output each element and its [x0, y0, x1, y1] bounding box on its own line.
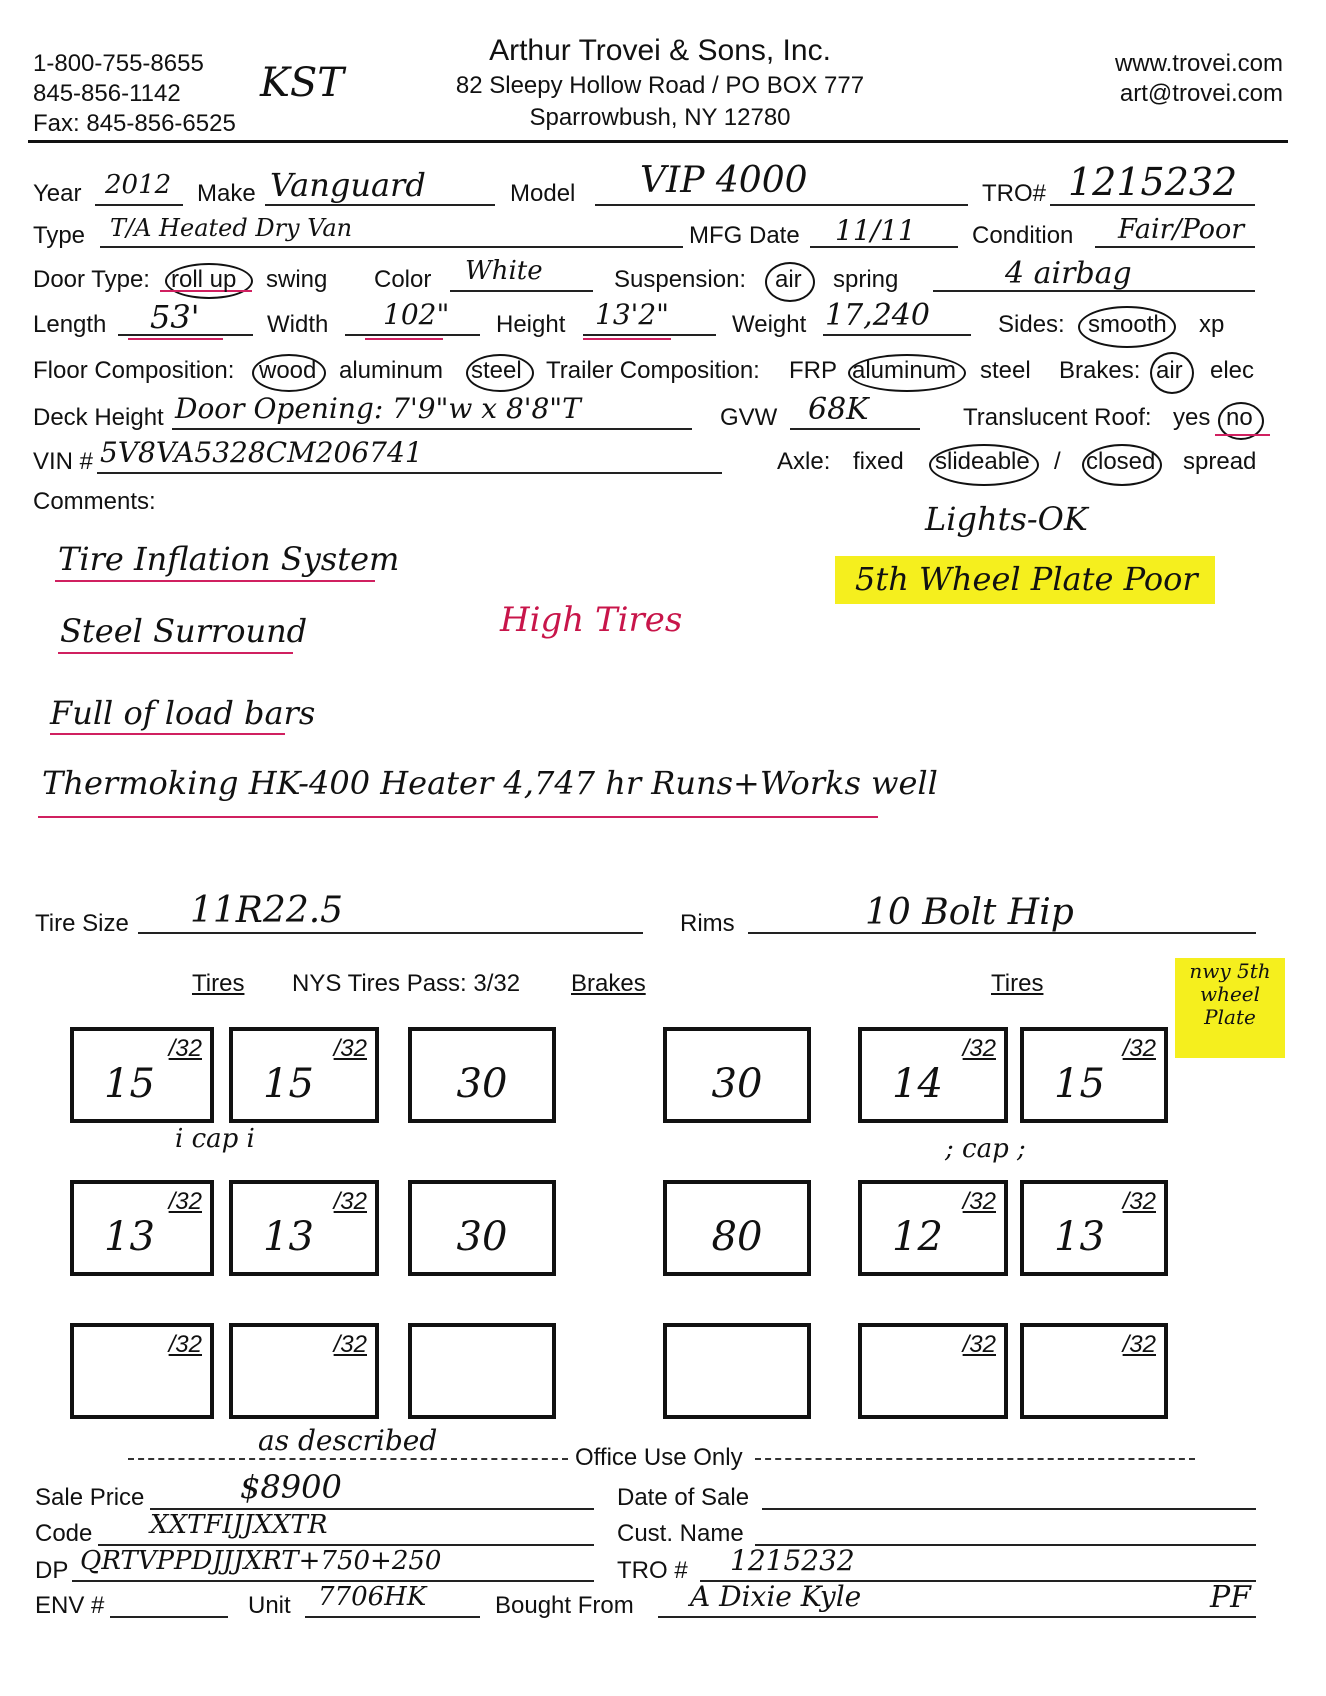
make-field-line — [265, 204, 495, 206]
axle-fixed-option: fixed — [853, 448, 904, 475]
tire-box-r1-6 — [1020, 1027, 1168, 1123]
deck-height-field-line — [172, 428, 692, 430]
bought-from-value: A Dixie Kyle — [690, 1580, 862, 1613]
sides-label: Sides: — [998, 311, 1065, 338]
condition-label: Condition — [972, 222, 1074, 249]
tire-box-r2-2 — [229, 1180, 379, 1276]
brake-value: 30 — [456, 1214, 508, 1260]
make-value: Vanguard — [270, 166, 426, 204]
color-field-line — [450, 290, 593, 292]
comment-tire-inflation: Tire Inflation System — [58, 540, 400, 578]
floor-aluminum-option: aluminum — [339, 357, 444, 384]
phone-2: 845-856-1142 — [33, 80, 181, 107]
tro-value: 1215232 — [1068, 160, 1238, 204]
initials-handwritten: KST — [260, 60, 344, 106]
floor-wood-option: wood — [259, 357, 317, 384]
tire-box-r3-5 — [858, 1323, 1008, 1419]
roof-no-option: no — [1226, 404, 1253, 431]
make-label: Make — [197, 180, 256, 207]
tro-label: TRO# — [982, 180, 1047, 207]
suspension-label: Suspension: — [614, 266, 747, 293]
sides-xp-option: xp — [1199, 311, 1225, 338]
date-of-sale-field-line — [762, 1508, 1256, 1510]
env-field-line — [110, 1616, 228, 1618]
axle-slideable-option: slideable — [935, 448, 1030, 475]
brakes-elec-option: elec — [1210, 357, 1255, 384]
dp-label: DP — [35, 1557, 69, 1584]
comments-label: Comments: — [33, 488, 156, 515]
floor-composition-label: Floor Composition: — [33, 357, 235, 384]
suspension-air-option: air — [775, 266, 802, 293]
tire-tread-value: 15 — [1054, 1061, 1105, 1107]
header-divider — [28, 140, 1288, 143]
email: art@trovei.com — [1119, 80, 1283, 107]
office-initials: PF — [1210, 1580, 1252, 1615]
vin-label: VIN # — [33, 448, 94, 475]
dp-value: QRTVPPDJJJXRT+750+250 — [80, 1546, 442, 1576]
gvw-label: GVW — [720, 404, 778, 431]
comment-underline-2 — [58, 652, 293, 654]
tire-box-r3-2 — [229, 1323, 379, 1419]
brake-value: 30 — [711, 1061, 763, 1107]
tire-box-r2-6 — [1020, 1180, 1168, 1276]
year-field-line — [95, 204, 183, 206]
trailer-frp-option: FRP — [789, 357, 837, 384]
company-name: Arthur Trovei & Sons, Inc. — [489, 34, 831, 67]
axle-slash: / — [1054, 448, 1061, 475]
trailer-aluminum-option: aluminum — [852, 357, 957, 384]
nys-tires-pass: NYS Tires Pass: 3/32 — [292, 970, 521, 997]
deck-height-value: Door Opening: 7'9"w x 8'8"T — [175, 392, 581, 425]
brake-value: 30 — [456, 1061, 508, 1107]
tire-denominator: /32 — [333, 1188, 367, 1215]
code-label: Code — [35, 1520, 93, 1547]
rims-label: Rims — [680, 910, 735, 937]
color-label: Color — [374, 266, 432, 293]
sides-smooth-option: smooth — [1088, 311, 1167, 338]
tire-tread-value: 13 — [104, 1214, 155, 1260]
tire-denominator: /32 — [168, 1035, 202, 1062]
tire-tread-value: 13 — [1054, 1214, 1105, 1260]
as-described-note: as described — [258, 1424, 438, 1457]
tire-box-r1-5 — [858, 1027, 1008, 1123]
tire-box-r1-2 — [229, 1027, 379, 1123]
gvw-field-line — [790, 428, 920, 430]
brake-box-r3-left — [408, 1323, 556, 1419]
brakes-heading: Brakes — [571, 970, 646, 997]
tire-tread-value: 15 — [104, 1061, 155, 1107]
tire-denominator: /32 — [962, 1331, 996, 1358]
suspension-spring-option: spring — [833, 266, 899, 293]
width-field-line — [345, 334, 480, 336]
cust-name-label: Cust. Name — [617, 1520, 744, 1547]
length-underline — [128, 338, 223, 340]
tro-field-line — [1050, 204, 1255, 206]
website: www.trovei.com — [1114, 50, 1283, 77]
width-label: Width — [267, 311, 329, 338]
year-value: 2012 — [105, 170, 172, 200]
year-label: Year — [33, 180, 82, 207]
tire-box-r3-1 — [70, 1323, 214, 1419]
height-value: 13'2" — [595, 298, 670, 331]
env-label: ENV # — [35, 1592, 105, 1619]
suspension-note: 4 airbag — [1005, 256, 1132, 291]
side-note: nwy 5th wheel Plate — [1189, 959, 1271, 1029]
comment-heater: Thermoking HK-400 Heater 4,747 hr Runs+Works well — [42, 764, 938, 802]
office-use-only-title: Office Use Only — [575, 1444, 743, 1471]
type-label: Type — [33, 222, 86, 249]
brakes-label: Brakes: — [1059, 357, 1141, 384]
tire-denominator: /32 — [168, 1188, 202, 1215]
office-divider-left — [128, 1458, 568, 1460]
unit-field-line — [305, 1616, 480, 1618]
width-underline — [365, 338, 443, 340]
date-of-sale-label: Date of Sale — [617, 1484, 750, 1511]
tire-box-r3-6 — [1020, 1323, 1168, 1419]
door-type-label: Door Type: — [33, 266, 150, 293]
comment-fifth-wheel: 5th Wheel Plate Poor — [855, 560, 1198, 598]
weight-label: Weight — [732, 311, 807, 338]
roof-no-underline — [1215, 434, 1270, 436]
tire-denominator: /32 — [333, 1331, 367, 1358]
bought-from-label: Bought From — [495, 1592, 634, 1619]
company-address-2: Sparrowbush, NY 12780 — [529, 104, 791, 131]
height-field-line — [583, 334, 716, 336]
model-field-line — [595, 204, 968, 206]
tires-heading-right: Tires — [991, 970, 1044, 997]
comment-underline-3 — [50, 733, 285, 735]
comment-load-bars: Full of load bars — [50, 694, 316, 732]
unit-label: Unit — [248, 1592, 291, 1619]
tires-heading-left: Tires — [192, 970, 245, 997]
length-value: 53' — [150, 298, 200, 336]
tire-box-r1-1 — [70, 1027, 214, 1123]
tire-denominator: /32 — [1122, 1035, 1156, 1062]
height-underline — [583, 338, 671, 340]
comment-high-tires: High Tires — [500, 600, 683, 640]
condition-field-line — [1095, 246, 1255, 248]
brake-box-r1-right — [663, 1027, 811, 1123]
brake-box-r3-right — [663, 1323, 811, 1419]
phone-1: 1-800-755-8655 — [33, 50, 204, 77]
weight-value: 17,240 — [825, 298, 930, 333]
tire-tread-value: 12 — [892, 1214, 943, 1260]
tire-denominator: /32 — [962, 1035, 996, 1062]
mfg-date-label: MFG Date — [689, 222, 800, 249]
deck-height-label: Deck Height — [33, 404, 164, 431]
bought-from-field-line — [658, 1616, 1256, 1618]
company-address-1: 82 Sleepy Hollow Road / PO BOX 777 — [455, 72, 865, 99]
tire-denominator: /32 — [1122, 1331, 1156, 1358]
tire-tread-value: 13 — [263, 1214, 314, 1260]
brake-value: 80 — [711, 1214, 763, 1260]
tire-box-r2-5 — [858, 1180, 1008, 1276]
brakes-air-option: air — [1156, 357, 1183, 384]
tire-size-value: 11R22.5 — [190, 890, 344, 931]
office-tro-value: 1215232 — [730, 1544, 855, 1577]
tire-tread-value: 15 — [263, 1061, 314, 1107]
brake-box-r1-left — [408, 1027, 556, 1123]
cap-note-left: i cap i — [175, 1124, 255, 1154]
roof-yes-option: yes — [1173, 404, 1211, 431]
vin-value: 5V8VA5328CM206741 — [100, 436, 423, 469]
brake-box-r2-right — [663, 1180, 811, 1276]
code-value: XXTFIJJXXTR — [150, 1510, 328, 1540]
height-label: Height — [496, 311, 566, 338]
vin-field-line — [97, 472, 722, 474]
length-label: Length — [33, 311, 107, 338]
axle-closed-option: closed — [1086, 448, 1156, 475]
axle-spread-option: spread — [1183, 448, 1257, 475]
rims-value: 10 Bolt Hip — [865, 892, 1074, 933]
tire-denominator: /32 — [962, 1188, 996, 1215]
type-value: T/A Heated Dry Van — [110, 214, 353, 242]
tire-box-r2-1 — [70, 1180, 214, 1276]
tire-denominator: /32 — [333, 1035, 367, 1062]
office-tro-label: TRO # — [617, 1557, 688, 1584]
axle-label: Axle: — [777, 448, 831, 475]
translucent-roof-label: Translucent Roof: — [963, 404, 1152, 431]
comment-underline-1 — [55, 580, 375, 582]
cap-note-right: ; cap ; — [945, 1134, 1026, 1164]
model-label: Model — [510, 180, 576, 207]
unit-value: 7706HK — [318, 1582, 427, 1612]
comment-underline-4 — [38, 816, 878, 818]
sale-price-label: Sale Price — [35, 1484, 145, 1511]
comment-lights-ok: Lights-OK — [925, 500, 1088, 538]
door-rollup-option: roll up — [171, 266, 237, 293]
mfg-date-value: 11/11 — [835, 214, 916, 247]
tire-size-label: Tire Size — [35, 910, 129, 937]
comment-steel-surround: Steel Surround — [60, 612, 308, 650]
gvw-value: 68K — [808, 392, 869, 427]
condition-value: Fair/Poor — [1118, 214, 1245, 245]
trailer-steel-option: steel — [980, 357, 1031, 384]
tire-tread-value: 14 — [892, 1061, 943, 1107]
sale-price-value: $8900 — [240, 1468, 342, 1506]
weight-field-line — [823, 334, 971, 336]
trailer-composition-label: Trailer Composition: — [546, 357, 760, 384]
tire-denominator: /32 — [1122, 1188, 1156, 1215]
model-value: VIP 4000 — [640, 160, 808, 201]
office-divider-right — [755, 1458, 1195, 1460]
fax-number: Fax: 845-856-6525 — [33, 110, 236, 137]
door-swing-option: swing — [266, 266, 328, 293]
tire-size-field-line — [138, 932, 643, 934]
brake-box-r2-left — [408, 1180, 556, 1276]
color-value: White — [465, 256, 543, 286]
tire-denominator: /32 — [168, 1331, 202, 1358]
floor-steel-option: steel — [471, 357, 522, 384]
width-value: 102" — [383, 298, 450, 331]
type-field-line — [100, 246, 683, 248]
